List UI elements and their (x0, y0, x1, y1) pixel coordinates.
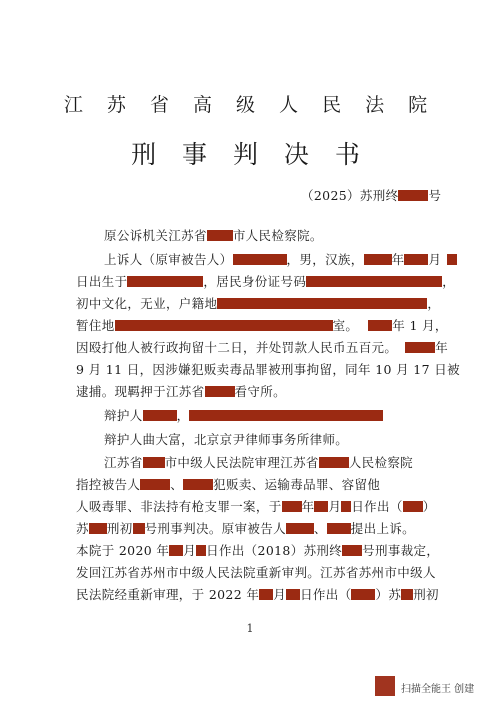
redaction-bar (89, 523, 107, 534)
redaction-bar (401, 589, 413, 600)
text-segment: 月 (328, 499, 342, 514)
page-number: 1 (246, 622, 254, 635)
text-segment: 月 (183, 543, 197, 558)
redaction-bar (319, 457, 349, 468)
text-segment: 日作出（ (300, 587, 352, 602)
redaction-bar (286, 589, 300, 600)
redaction-bar (183, 479, 213, 490)
text-segment: 初中文化，无业，户籍地 (76, 296, 218, 311)
court-name: 江 苏 省 高 级 人 民 法 院 (63, 94, 437, 116)
redaction-bar (259, 589, 273, 600)
history-line-4 (76, 519, 415, 539)
text-segment: ，男，汉族， (286, 252, 364, 267)
redaction-bar (447, 254, 457, 265)
text-segment: 日出生于 (76, 274, 128, 289)
history-line-5 (76, 541, 439, 561)
redaction-bar (342, 545, 362, 556)
text-segment: ， (442, 274, 456, 289)
text-segment: 提出上诉。 (350, 521, 416, 536)
case-number-suffix: 号 (428, 188, 442, 203)
text-segment: 本院于 2020 年 (76, 543, 170, 558)
text-segment: 年 (391, 252, 405, 267)
document-title: 刑 事 判 决 书 (131, 140, 369, 169)
appellant-line-4 (76, 316, 448, 336)
history-line-6: 发回江苏省苏州市中级人民法院重新审判。江苏省苏州市中级人 (76, 565, 436, 580)
text-segment: 市中级人民法院审理江苏省 (164, 455, 319, 470)
history-line-2 (76, 475, 380, 495)
text-segment: 刑初 (413, 587, 439, 602)
text-segment: 、 (170, 477, 184, 492)
scanner-logo-icon (375, 676, 395, 696)
text-segment: 、 (313, 521, 327, 536)
redaction-bar (364, 254, 392, 265)
text-segment: 年 1 月， (392, 318, 448, 333)
text-segment: ， (427, 296, 441, 311)
text-segment: 年 (301, 499, 315, 514)
redaction-bar (143, 410, 177, 421)
defender-line-1 (104, 406, 383, 426)
appellant-line-6: 9 月 11 日，因涉嫌犯贩卖毒品罪被刑事拘留，同年 10 月 17 日被 (76, 362, 460, 377)
text-segment: 看守所。 (234, 384, 286, 399)
text-segment: 号刑事裁定， (362, 543, 440, 558)
case-number (301, 186, 441, 206)
text-segment: 逮捕。现羁押于江苏省 (76, 384, 205, 399)
redaction-bar (314, 501, 328, 512)
text-segment: 人吸毒罪、非法持有枪支罪一案，于 (76, 499, 282, 514)
redaction-bar (207, 230, 233, 241)
text-segment: 辩护人 (104, 408, 143, 423)
redaction-bar (351, 589, 375, 600)
redaction-bar (133, 523, 145, 534)
redaction-bar (286, 523, 314, 534)
appellant-line-7 (76, 382, 286, 402)
text-segment: 原公诉机关江苏省 (104, 228, 207, 243)
redaction-bar (282, 501, 302, 512)
text-segment: 年 (435, 340, 449, 355)
redaction-bar (217, 298, 427, 309)
history-line-1 (104, 453, 413, 473)
text-segment: 日作出（2018）苏刑终 (206, 543, 343, 558)
redaction-bar (169, 545, 183, 556)
redaction-bar (306, 276, 442, 287)
text-segment: ） (422, 499, 436, 514)
redaction-bar (143, 457, 165, 468)
appellant-line-1 (104, 250, 457, 270)
redaction-bar (405, 342, 435, 353)
appellant-line-2 (76, 272, 455, 292)
text-segment: 日作出（ (351, 499, 403, 514)
text-segment: 月 (428, 252, 442, 267)
text-segment: 市人民检察院。 (232, 228, 323, 243)
redaction-bar (205, 386, 235, 397)
redaction-bar (327, 523, 351, 534)
text-segment: 室。 (332, 318, 359, 333)
text-segment: 号刑事判决。原审被告人 (144, 521, 286, 536)
text-segment: 人民检察院 (348, 455, 414, 470)
text-segment: 刑初 (106, 521, 133, 536)
text-segment: ）苏 (375, 587, 402, 602)
redaction-bar (115, 320, 333, 331)
redaction-bar (404, 254, 428, 265)
redaction-bar (189, 410, 383, 421)
defender-line-2: 辩护人曲大富，北京京尹律师事务所律师。 (104, 432, 349, 447)
redaction-bar (368, 320, 392, 331)
redaction-bar (398, 190, 428, 201)
text-segment: 苏 (76, 521, 89, 536)
text-segment: ， (176, 408, 190, 423)
text-segment: 江苏省 (104, 455, 143, 470)
text-segment: 暂住地 (76, 318, 115, 333)
text-segment: 指控被告人 (76, 477, 141, 492)
text-segment: 因殴打他人被行政拘留十二日，并处罚款人民币五百元。 (76, 340, 398, 355)
redaction-bar (233, 254, 287, 265)
appellant-line-3 (76, 294, 440, 314)
history-line-3 (76, 497, 436, 517)
history-line-7 (76, 585, 439, 605)
redaction-bar (140, 479, 170, 490)
text-segment: 月 (273, 587, 287, 602)
redaction-bar (127, 276, 203, 287)
prosecutor-line (104, 226, 323, 246)
appellant-line-5 (76, 338, 448, 358)
text-segment: 上诉人（原审被告人） (104, 252, 233, 267)
text-segment: ，居民身份证号码 (203, 274, 307, 289)
case-number-prefix: （2025）苏刑终 (301, 188, 399, 203)
text-segment: 民法院经重新审理，于 2022 年 (76, 587, 260, 602)
redaction-bar (403, 501, 423, 512)
text-segment: 犯贩卖、运输毒品罪、容留他 (213, 477, 381, 492)
redaction-bar (341, 501, 351, 512)
scanner-watermark: 扫描全能王 创建 (401, 684, 475, 695)
redaction-bar (196, 545, 206, 556)
